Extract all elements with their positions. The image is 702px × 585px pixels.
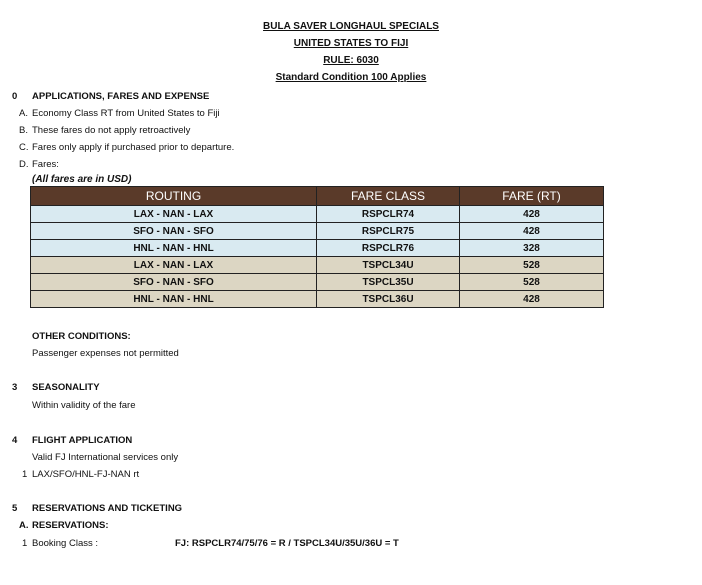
header-routing: ROUTING bbox=[31, 187, 317, 206]
section5-title: RESERVATIONS AND TICKETING bbox=[32, 503, 183, 514]
table-row bbox=[31, 223, 604, 240]
routing-cell: SFO - NAN - SFO bbox=[31, 223, 317, 240]
routing-cell: HNL - NAN - HNL bbox=[31, 291, 317, 308]
fare-class-cell: RSPCLR76 bbox=[317, 240, 460, 257]
other-conditions-title: OTHER CONDITIONS: bbox=[32, 331, 131, 342]
section3-title: SEASONALITY bbox=[32, 382, 100, 393]
item-d-text: Fares: bbox=[32, 159, 59, 170]
fare-cell: 428 bbox=[460, 206, 604, 223]
item-a-label: A. bbox=[19, 108, 28, 119]
item-a-text: Economy Class RT from United States to Fiji bbox=[32, 108, 220, 119]
fare-cell: 328 bbox=[460, 240, 604, 257]
table-row bbox=[31, 291, 604, 308]
fares-table bbox=[30, 186, 604, 308]
doc-title: BULA SAVER LONGHAUL SPECIALS bbox=[263, 21, 439, 32]
item-d-label: D. bbox=[19, 159, 29, 170]
section0-title: APPLICATIONS, FARES AND EXPENSE bbox=[32, 91, 210, 102]
fare-class-cell: TSPCL34U bbox=[317, 257, 460, 274]
section5-number: 5 bbox=[12, 503, 18, 514]
routing-cell: SFO - NAN - SFO bbox=[31, 274, 317, 291]
table-row bbox=[31, 257, 604, 274]
item-b-label: B. bbox=[19, 125, 28, 136]
section4-title: FLIGHT APPLICATION bbox=[32, 435, 133, 446]
fare-cell: 428 bbox=[460, 223, 604, 240]
booking-class-number: 1 bbox=[22, 538, 28, 549]
other-conditions-text: Passenger expenses not permitted bbox=[32, 348, 179, 359]
table-row bbox=[31, 240, 604, 257]
section0-number: 0 bbox=[12, 91, 18, 102]
section5-sub-title: RESERVATIONS: bbox=[32, 520, 109, 531]
routing-cell: HNL - NAN - HNL bbox=[31, 240, 317, 257]
fare-cell: 428 bbox=[460, 291, 604, 308]
section4-number: 4 bbox=[12, 435, 18, 446]
section5-sub-label: A. bbox=[19, 520, 29, 531]
section3-number: 3 bbox=[12, 382, 18, 393]
fare-class-cell: TSPCL35U bbox=[317, 274, 460, 291]
table-row bbox=[31, 274, 604, 291]
fares-note: (All fares are in USD) bbox=[32, 174, 132, 185]
item-c-label: C. bbox=[19, 142, 29, 153]
header-fare-class: FARE CLASS bbox=[317, 187, 460, 206]
doc-condition: Standard Condition 100 Applies bbox=[275, 72, 427, 83]
doc-route: UNITED STATES TO FIJI bbox=[293, 38, 409, 49]
doc-rule: RULE: 6030 bbox=[323, 55, 379, 66]
item-c-text: Fares only apply if purchased prior to departure. bbox=[32, 142, 235, 153]
section4-item-text: LAX/SFO/HNL-FJ-NAN rt bbox=[32, 469, 140, 480]
table-row bbox=[31, 206, 604, 223]
section4-item-number: 1 bbox=[22, 469, 28, 480]
header-fare: FARE (RT) bbox=[460, 187, 604, 206]
booking-class-value: FJ: RSPCLR74/75/76 = R / TSPCL34U/35U/36U = T bbox=[175, 538, 399, 549]
fare-cell: 528 bbox=[460, 257, 604, 274]
fare-class-cell: TSPCL36U bbox=[317, 291, 460, 308]
fares-table-header bbox=[31, 187, 604, 206]
fare-class-cell: RSPCLR75 bbox=[317, 223, 460, 240]
booking-class-label: Booking Class : bbox=[32, 538, 99, 549]
fare-class-cell: RSPCLR74 bbox=[317, 206, 460, 223]
fare-cell: 528 bbox=[460, 274, 604, 291]
routing-cell: LAX - NAN - LAX bbox=[31, 257, 317, 274]
section3-text: Within validity of the fare bbox=[32, 400, 136, 411]
section4-text: Valid FJ International services only bbox=[32, 452, 179, 463]
routing-cell: LAX - NAN - LAX bbox=[31, 206, 317, 223]
item-b-text: These fares do not apply retroactively bbox=[32, 125, 191, 136]
